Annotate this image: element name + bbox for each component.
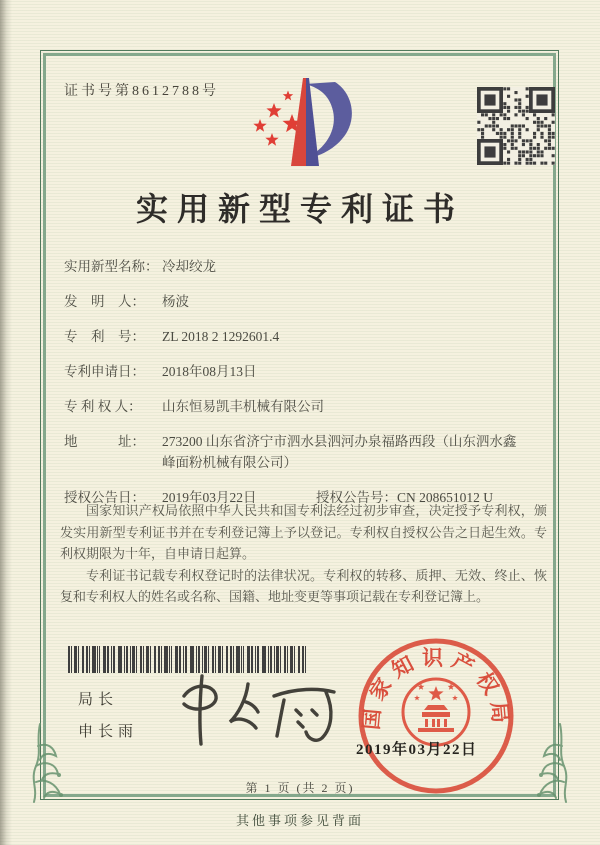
field-row-address bbox=[64, 431, 526, 473]
page-number: 第 1 页 (共 2 页) bbox=[245, 781, 355, 795]
cnipa-logo-icon bbox=[243, 66, 357, 186]
field-value: ZL 2018 2 1292601.4 bbox=[162, 329, 280, 344]
field-row-patentee bbox=[64, 396, 526, 417]
field-value: 273200 山东省济宁市泗水县泗河办泉福路西段（山东泗水鑫峰面粉机械有限公司） bbox=[162, 434, 517, 470]
qr-code-icon bbox=[477, 87, 555, 165]
field-value: 2018年08月13日 bbox=[162, 364, 257, 379]
field-row-name bbox=[64, 256, 526, 277]
field-label: 发 明 人： bbox=[64, 294, 145, 309]
field-value: 杨波 bbox=[162, 294, 189, 309]
field-value: 2019年03月22日 bbox=[162, 490, 257, 505]
field-value: 冷却绞龙 bbox=[162, 259, 216, 274]
field-row-filing-date bbox=[64, 361, 526, 382]
director-signature bbox=[168, 666, 356, 754]
field-value: CN 208651012 U bbox=[397, 490, 494, 505]
field-label: 专 利 权 人： bbox=[64, 399, 142, 414]
scan-edge-shadow bbox=[0, 0, 12, 845]
field-label: 专 利 号： bbox=[64, 329, 145, 344]
field-label: 授权公告号： bbox=[316, 490, 397, 505]
certificate-number: 证书号第8612788号 bbox=[64, 84, 219, 99]
field-label: 专利申请日： bbox=[64, 364, 145, 379]
certificate-title: 实用新型专利证书 bbox=[135, 191, 464, 227]
legal-paragraph-1: 国家知识产权局依照中华人民共和国专利法经过初步审查，决定授予专利权，颁发实用新型专利证书并在专利登记簿上予以登记。专利权自授权公告之日起生效。专利权期限为十年，自申请日起算。 bbox=[60, 503, 547, 561]
legal-paragraph-2: 专利证书记载专利权登记时的法律状况。专利权的转移、质押、无效、终止、恢复和专利权人的姓名或名称、国籍、地址变更等事项记载在专利登记簿上。 bbox=[60, 567, 547, 604]
director-title: 局长 bbox=[78, 692, 119, 708]
field-label: 地 址： bbox=[64, 434, 145, 449]
field-list bbox=[64, 256, 526, 522]
field-label: 授权公告日： bbox=[64, 490, 145, 505]
legal-text bbox=[60, 500, 547, 608]
director-name: 申长雨 bbox=[78, 724, 139, 740]
director-block bbox=[78, 688, 138, 752]
field-row-patent-no bbox=[64, 326, 526, 347]
field-row-inventor bbox=[64, 291, 526, 312]
seal-text: 国家知识产权局 bbox=[359, 645, 513, 731]
field-value: 山东恒易凯丰机械有限公司 bbox=[162, 399, 324, 414]
seal-date: 2019年03月22日 bbox=[356, 742, 478, 758]
official-seal bbox=[352, 632, 520, 800]
field-label: 实用新型名称： bbox=[64, 259, 159, 274]
back-side-note: 其他事项参见背面 bbox=[235, 813, 364, 828]
